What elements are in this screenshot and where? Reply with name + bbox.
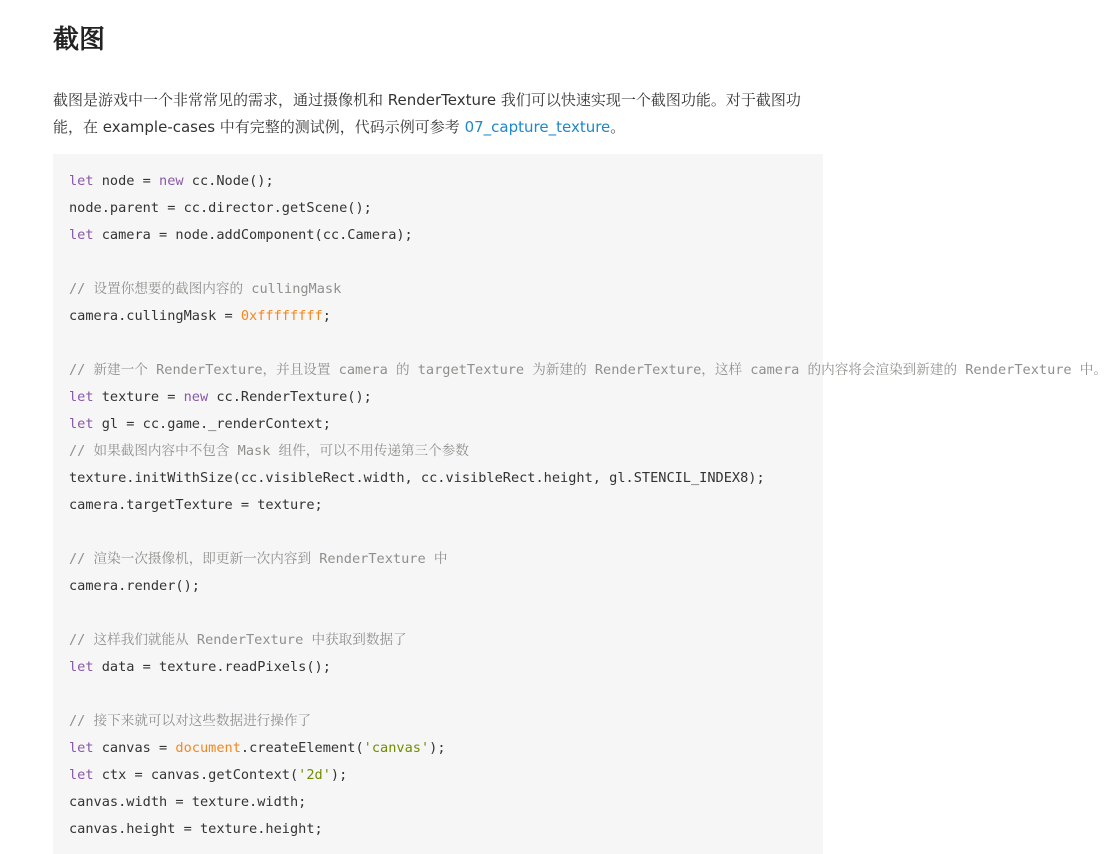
code-keyword: new	[159, 173, 184, 189]
code-text: camera.cullingMask =	[69, 308, 241, 324]
code-keyword: let	[69, 740, 94, 756]
code-text: camera.render();	[69, 578, 200, 594]
code-builtin: document	[175, 740, 241, 756]
code-text: texture.initWithSize(cc.visibleRect.width, cc.visibleRect.height, gl.STENCIL_INDEX8);	[69, 470, 765, 486]
code-text: camera.targetTexture = texture;	[69, 497, 323, 513]
code-text: .createElement(	[240, 740, 364, 756]
code-line	[69, 546, 1107, 573]
code-keyword: let	[69, 767, 94, 783]
intro-tail: 。	[610, 118, 626, 136]
code-string: 'canvas'	[363, 740, 430, 756]
code-line	[69, 816, 1107, 843]
code-text: texture =	[93, 389, 184, 405]
code-text: ctx = canvas.getContext(	[93, 767, 299, 783]
intro-text: 截图是游戏中一个非常常见的需求，通过摄像机和 RenderTexture 我们可以快速实现一个截图功能。对于截图功能，在 example-cases 中有完整的测试例，代码示例可参考	[53, 91, 801, 136]
code-text: canvas.width = texture.width;	[69, 794, 307, 810]
code-text: gl = cc.game._renderContext;	[93, 416, 331, 432]
code-text: node.parent = cc.director.getScene();	[69, 200, 372, 216]
code-text: node =	[93, 173, 160, 189]
code-keyword: let	[69, 173, 94, 189]
code-line	[69, 303, 1107, 330]
code-line	[69, 195, 1107, 222]
code-block	[53, 154, 1107, 854]
code-line	[69, 519, 1107, 546]
code-line	[69, 681, 1107, 708]
code-text: canvas =	[93, 740, 176, 756]
code-line	[69, 600, 1107, 627]
code-keyword: let	[69, 227, 94, 243]
code-comment: // 接下来就可以对这些数据进行操作了	[69, 713, 312, 729]
code-line	[69, 384, 1107, 411]
code-line	[69, 735, 1107, 762]
code-string: '2d'	[298, 767, 331, 783]
code-line	[69, 789, 1107, 816]
code-line	[69, 627, 1107, 654]
code-line	[69, 492, 1107, 519]
code-text: );	[330, 767, 348, 783]
code-text: );	[429, 740, 446, 756]
code-line	[69, 357, 1107, 384]
capture-texture-link[interactable]: 07_capture_texture	[464, 118, 611, 136]
code-number: 0xffffffff	[240, 308, 323, 324]
code-comment: // 设置你想要的截图内容的 cullingMask	[69, 281, 342, 297]
code-line	[69, 573, 1107, 600]
code-line	[69, 222, 1107, 249]
code-comment: // 新建一个 RenderTexture，并且设置 camera 的 targetTexture 为新建的 RenderTexture，这样 camera 的内容将会渲染到新建的 RenderTexture 中。	[69, 362, 1107, 378]
code-text: cc.RenderTexture();	[208, 389, 372, 405]
page-title: 截图	[53, 25, 106, 55]
code-keyword: let	[69, 659, 94, 675]
code-text: ;	[322, 308, 331, 324]
code-line	[69, 168, 1107, 195]
code-line	[69, 465, 1107, 492]
code-keyword: let	[69, 389, 94, 405]
code-keyword: let	[69, 416, 94, 432]
code-text: canvas.height = texture.height;	[69, 821, 323, 837]
code-line	[69, 276, 1107, 303]
code-line	[69, 438, 1107, 465]
code-text: data = texture.readPixels();	[93, 659, 331, 675]
code-text: camera = node.addComponent(cc.Camera);	[93, 227, 413, 243]
code-keyword: new	[183, 389, 209, 405]
code-comment: // 如果截图内容中不包含 Mask 组件，可以不用传递第三个参数	[69, 443, 469, 459]
code-comment: // 这样我们就能从 RenderTexture 中获取到数据了	[69, 632, 407, 648]
code-text: cc.Node();	[183, 173, 274, 189]
code-line	[69, 249, 1107, 276]
code-line	[69, 411, 1107, 438]
code-line	[69, 762, 1107, 789]
intro-paragraph	[53, 87, 823, 141]
code-line	[69, 708, 1107, 735]
code-comment: // 渲染一次摄像机，即更新一次内容到 RenderTexture 中	[69, 551, 448, 567]
code-listing	[69, 168, 1107, 843]
code-line	[69, 654, 1107, 681]
code-line	[69, 330, 1107, 357]
